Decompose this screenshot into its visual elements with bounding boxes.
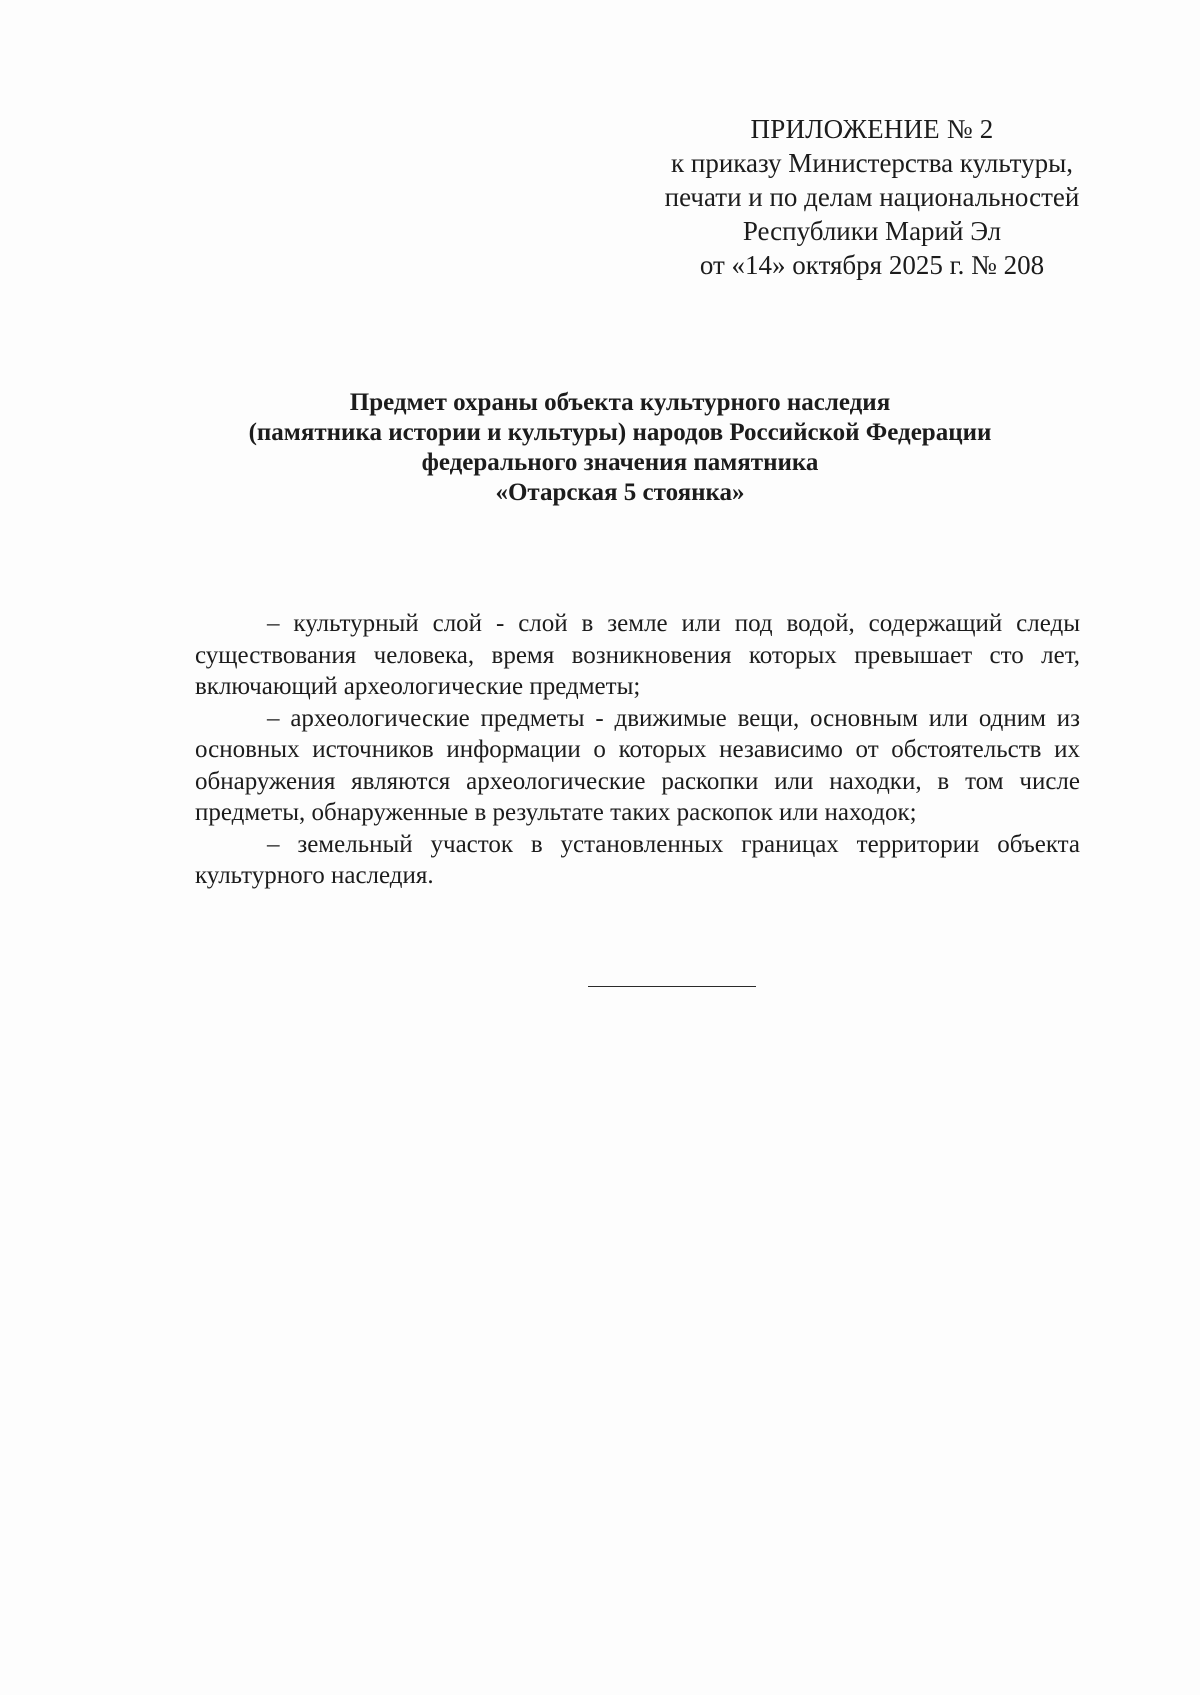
title-line-3: федерального значения памятника: [421, 449, 819, 476]
title-line-1: Предмет охраны объекта культурного наследия: [349, 389, 891, 416]
title-line-4: «Отарская 5 стоянка»: [495, 479, 745, 506]
order-reference-line-2: печати и по делам национальностей: [664, 182, 1080, 212]
list-item: – культурный слой - слой в земле или под водой, содержащий следы существования человека, время возникновения которых превышает сто лет, включающий археологические предметы;: [195, 610, 1080, 700]
appendix-header: [632, 112, 1112, 282]
title-line-2: (памятника истории и культуры) народов Российской Федерации: [248, 419, 992, 446]
protection-items-list: [195, 608, 1080, 892]
list-item: – археологические предметы - движимые вещи, основным или одним из основных источников информации о которых независимо от обстоятельств их обнаружения являются археологические раскопки или находки, в том числе предметы, обнаруженные в результате таких раскопок или находок;: [195, 704, 1080, 826]
appendix-number: ПРИЛОЖЕНИЕ № 2: [750, 114, 994, 144]
end-divider-line: [588, 986, 756, 987]
order-reference-line-3: Республики Марий Эл: [742, 216, 1002, 246]
document-title: [170, 388, 1070, 508]
order-date-number: от «14» октября 2025 г. № 208: [699, 250, 1045, 280]
list-item: – земельный участок в установленных границах территории объекта культурного наследия.: [195, 830, 1080, 889]
order-reference-line-1: к приказу Министерства культуры,: [671, 148, 1073, 178]
